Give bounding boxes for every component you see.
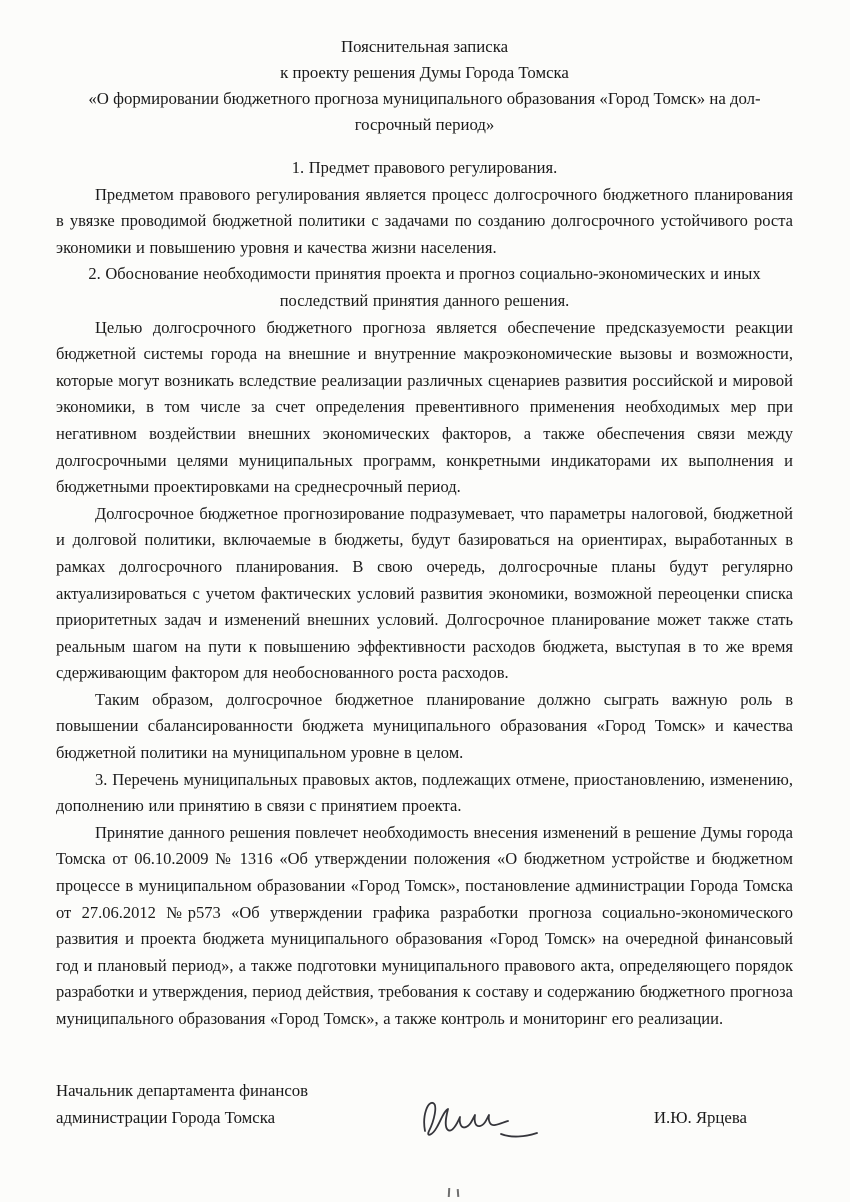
section-2-paragraph-1: Целью долгосрочного бюджетного прогноза является обеспечение предсказуемости реакции бюджетной системы города на внешние и внутренние макроэкономические вызовы и возможности, которые могут возникать вследствие реализации различных сценариев развития российской и мировой экономики, в том числе за счет определения превентивного применения необходимых мер при негативном воздействии внешних экономических факторов, а также обеспечения связи между долгосрочными целями муниципальных программ, конкретными индикаторами их выполнения и бюджетными проектировками на среднесрочный период. xyxy=(56,317,793,497)
signatory-name: И.Ю. Ярцева xyxy=(653,1108,747,1128)
title-line-3: «О формировании бюджетного прогноза муниципального образования «Город Томск» на дол- xyxy=(88,89,761,108)
section-1-paragraph: Предметом правового регулирования является процесс долгосрочного бюджетного планирования в увязке проводимой бюджетной политики с задачами по созданию долгосрочного устойчивого роста экономики и повышению уровня и качества жизни населения. xyxy=(56,184,793,257)
title-line-4: госрочный период» xyxy=(354,115,495,134)
scan-artifact-mark xyxy=(457,1189,460,1197)
title-line-2: к проекту решения Думы Города Томска xyxy=(280,63,569,82)
signatory-position-line-1: Начальник департамента финансов xyxy=(56,1080,309,1100)
handwritten-signature-icon xyxy=(308,1091,654,1145)
section-3-paragraph: Принятие данного решения повлечет необходимость внесения изменений в решение Думы города Томска от 06.10.2009 № 1316 «Об утверждении положения «О бюджетном устройстве и бюджетном процессе в муниципальном образовании «Город Томск», постановление администрации Города Томска от 27.06.2012 №р573 «Об утверждении графика разработки прогноза социально-экономического развития и проекта бюджета муниципального образования «Город Томск» на очередной финансовый год и плановый период», а также подготовки муниципального правового акта, определяющего порядок разработки и утверждения, период действия, требования к составу и содержанию бюджетного прогноза муниципального образования «Город Томск», а также контроль и мониторинг его реализации. xyxy=(56,822,793,1028)
section-3-heading: 3. Перечень муниципальных правовых актов, подлежащих отмене, приостановлению, изменению, дополнению или принятию в связи с принятием проекта. xyxy=(56,769,793,816)
signatory-position xyxy=(56,1077,308,1132)
title-line-1: Пояснительная записка xyxy=(340,37,509,56)
section-2-paragraph-2: Долгосрочное бюджетное прогнозирование подразумевает, что параметры налоговой, бюджетной и долговой политики, включаемые в бюджеты, будут базироваться на ориентирах, выработанных в рамках долгосрочного планирования. В свою очередь, долгосрочные планы будут регулярно актуализироваться с учетом фактических условий развития экономики, возможной переоценки списка приоритетных задач и изменений внешних условий. Долгосрочное планирование может также стать реальным шагом на пути к повышению эффективности расходов бюджета, выступая в то же время сдерживающим фактором для необоснованного роста расходов. xyxy=(56,503,793,683)
section-2-heading: 2. Обоснование необходимости принятия проекта и прогноз социально-экономических и иных последствий принятия данного решения. xyxy=(88,264,761,310)
section-1-heading: 1. Предмет правового регулирования. xyxy=(291,158,558,177)
signature-block xyxy=(56,1077,793,1132)
document-body xyxy=(56,155,793,1033)
section-2-paragraph-3: Таким образом, долгосрочное бюджетное планирование должно сыграть важную роль в повышении сбалансированности бюджета муниципального образования «Город Томск» и качества бюджетной политики на муниципальном уровне в целом. xyxy=(56,689,793,763)
scan-artifact-mark xyxy=(448,1188,450,1197)
document-title xyxy=(56,34,793,138)
signatory-position-line-2: администрации Города Томска xyxy=(56,1108,276,1128)
